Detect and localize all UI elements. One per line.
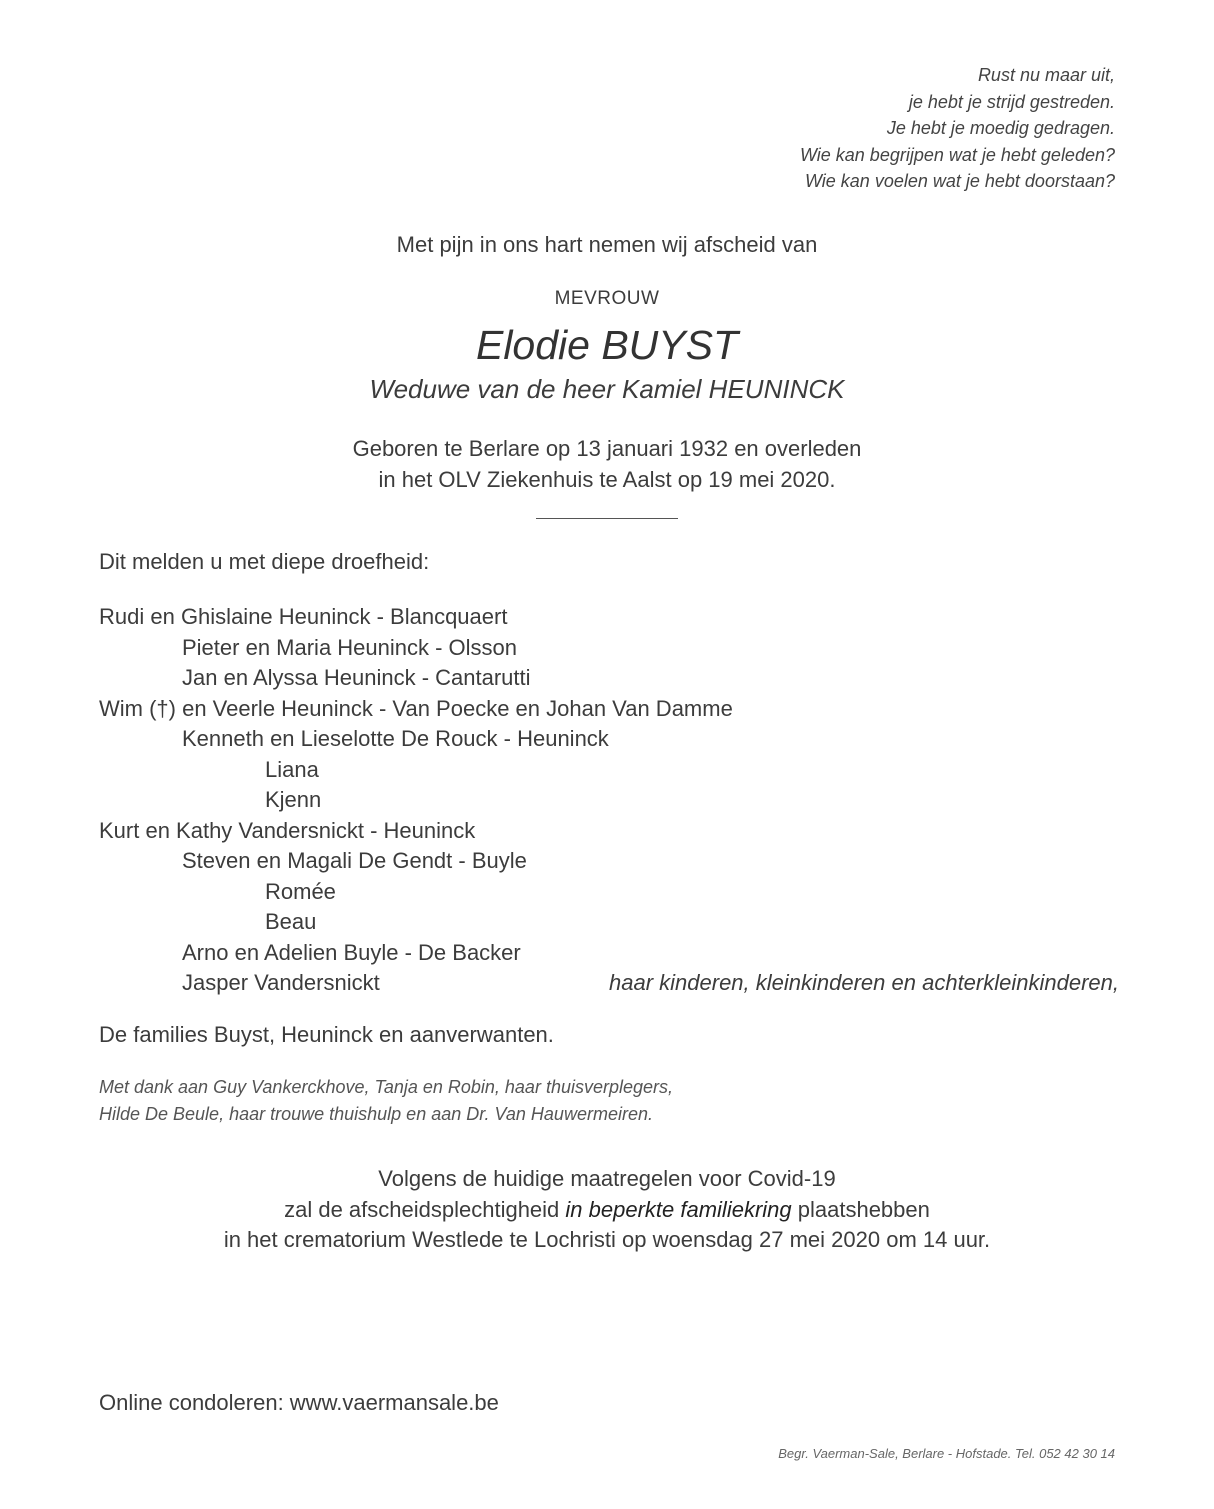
online-condolence: Online condoleren: www.vaermansale.be: [99, 1390, 499, 1415]
dates-line: Geboren te Berlare op 13 januari 1932 en overleden: [352, 436, 862, 461]
announcement: Dit melden u met diepe droefheid:: [99, 549, 430, 574]
ceremony-line: [0, 1195, 1214, 1226]
family-member-name: Kenneth en Lieselotte De Rouck - Heuninck: [182, 726, 609, 751]
dates-line: in het OLV Ziekenhuis te Aalst op 19 mei 2020.: [378, 466, 836, 492]
ceremony-line: Volgens de huidige maatregelen voor Covid-19: [378, 1166, 836, 1191]
family-member: [99, 877, 1119, 908]
family-member: [99, 602, 1119, 633]
poem: [800, 62, 1115, 195]
family-member: [99, 755, 1119, 786]
family-member-name: Jasper Vandersnickt: [182, 970, 380, 995]
family-member-name: Steven en Magali De Gendt - Buyle: [182, 848, 527, 873]
ceremony-text: zal de afscheidsplechtigheid: [284, 1196, 566, 1222]
deceased-name: Elodie BUYST: [475, 322, 739, 368]
family-list: [99, 602, 1119, 999]
family-member: [99, 785, 1119, 816]
family-member-name: Jan en Alyssa Heuninck - Cantarutti: [182, 665, 531, 690]
ceremony-line: in het crematorium Westlede te Lochristi op woensdag 27 mei 2020 om 14 uur.: [223, 1227, 991, 1252]
family-member: [99, 968, 1119, 999]
poem-line: je hebt je strijd gestreden.: [908, 91, 1115, 112]
undertaker-info: Begr. Vaerman-Sale, Berlare - Hofstade. Tel. 052 42 30 14: [778, 1446, 1115, 1461]
thanks-note: [99, 1074, 673, 1128]
family-member-name: Beau: [265, 909, 317, 934]
family-member-name: Kjenn: [265, 787, 322, 812]
widow-of: Weduwe van de heer Kamiel HEUNINCK: [369, 374, 845, 404]
ceremony-emphasis: in beperkte familiekring: [565, 1196, 792, 1222]
family-member: [99, 846, 1119, 877]
relation-note: haar kinderen, kleinkinderen en achterkleinkinderen,: [609, 970, 1119, 995]
ceremony-text: plaatshebben: [791, 1196, 930, 1222]
ceremony-info: [0, 1164, 1214, 1256]
poem-line: Rust nu maar uit,: [977, 65, 1115, 85]
family-member-name: Arno en Adelien Buyle - De Backer: [182, 939, 521, 965]
honorific: MEVROUW: [554, 288, 660, 309]
family-member-name: Liana: [265, 756, 319, 782]
poem-line: Wie kan begrijpen wat je hebt geleden?: [799, 144, 1115, 165]
divider-line: [536, 518, 678, 519]
family-member-name: Rudi en Ghislaine Heuninck - Blancquaert: [99, 604, 508, 629]
family-member: [99, 694, 1119, 725]
poem-line: Wie kan voelen wat je hebt doorstaan?: [804, 171, 1115, 191]
family-member: [99, 816, 1119, 847]
family-member: [99, 633, 1119, 664]
thanks-line: Hilde De Beule, haar trouwe thuishulp en aan Dr. Van Hauwermeiren.: [99, 1104, 653, 1124]
families-line: De families Buyst, Heuninck en aanverwanten.: [99, 1022, 554, 1047]
family-member-name: Pieter en Maria Heuninck - Olsson: [182, 634, 518, 660]
family-member: [99, 938, 1119, 969]
poem-line: Je hebt je moedig gedragen.: [886, 118, 1115, 138]
family-member-name: Romée: [265, 878, 336, 904]
birth-death-dates: [0, 434, 1214, 495]
family-member: [99, 907, 1119, 938]
thanks-line: Met dank aan Guy Vankerckhove, Tanja en Robin, haar thuisverplegers,: [99, 1077, 674, 1097]
family-member-name: Wim (†) en Veerle Heuninck - Van Poecke en Johan Van Damme: [99, 695, 733, 721]
family-member: [99, 663, 1119, 694]
family-member: [99, 724, 1119, 755]
intro-text: Met pijn in ons hart nemen wij afscheid van: [396, 232, 818, 257]
family-member-name: Kurt en Kathy Vandersnickt - Heuninck: [99, 817, 476, 843]
